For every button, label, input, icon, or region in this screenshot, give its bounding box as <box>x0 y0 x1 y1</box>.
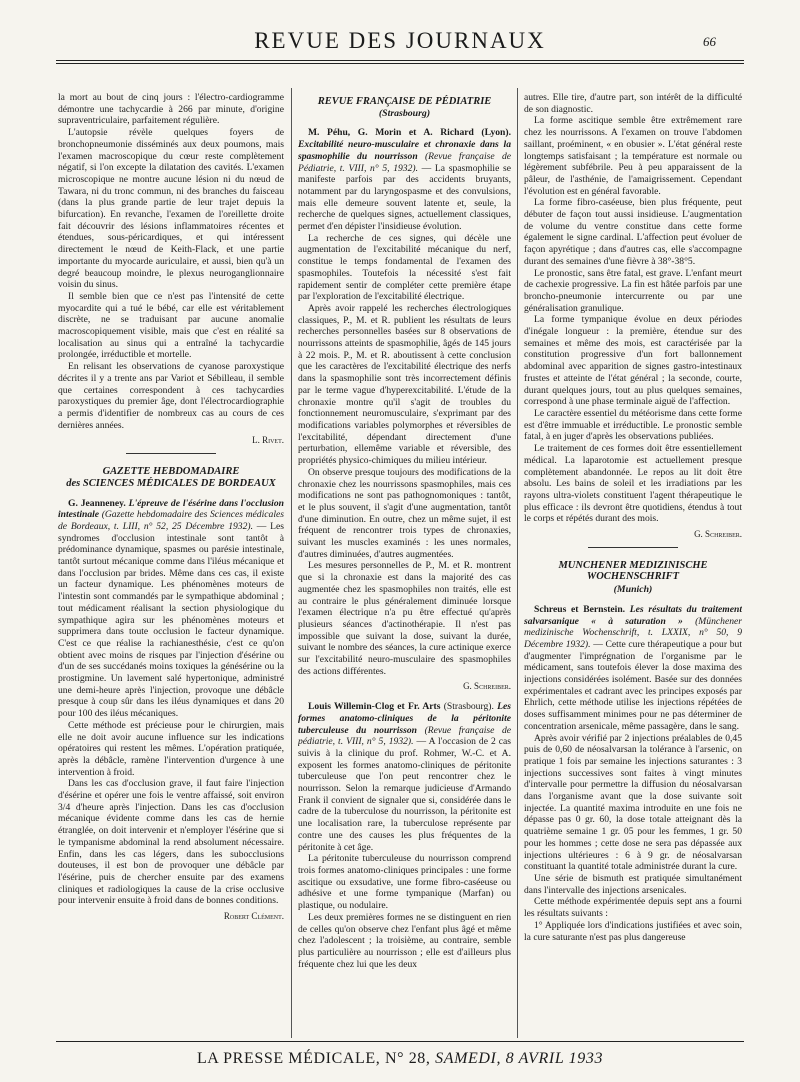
journal-location: (Strasbourg) <box>378 107 431 119</box>
header-rule <box>56 60 744 61</box>
author-signature: Robert Clément. <box>223 911 284 922</box>
paragraph: La forme tympanique évolue en deux périodes d'inégale longueur : la première, étendue sur des semaines et même des mois, est caractérisée par la constitution progressive d'un fort ballonnement abdominal avec apparition de signes gastro-intestinaux frustes et atteinte de l'état général ; la seconde, courte, durant quelques jours, tout au plus quelques semaines, correspond à une phase terminale aiguë de l'affection. <box>524 314 742 408</box>
article-entry <box>524 604 742 733</box>
journal-heading: MUNCHENER MEDIZINISCHE <box>558 559 708 571</box>
article-author: M. Péhu, G. Morin et A. Richard (Lyon). <box>308 127 511 139</box>
page-number: 66 <box>703 34 716 49</box>
paragraph: Cette méthode est précieuse pour le chirurgien, mais elle ne doit avoir aucune influence sur les indications opératoires qui restent les mêmes. L'opération pratiquée, après la débâcle, ramène l'intervention d'urgence à une intervention à froid. <box>58 719 284 778</box>
footer-date: SAMEDI, 8 AVRIL 1933 <box>435 1050 604 1067</box>
article-citation: (Revue française de Pédiatrie, t. VIII, n° 5, 1932). <box>298 150 511 174</box>
paragraph: Après avoir rappelé les recherches électrologiques classiques, P., M. et R. publient les résultats de leurs recherches personnelles basées sur 8 observations de nourrissons atteints de spasmophilie, âgés de 145 jours à 22 mois. P., M. et R. aboutissent à cette conclusion que les caractères de l'excitabilité électrique des nerfs dans la spasmophilie sont très incorrectement définis par le terme vague d'hyperexcitabilité. L'étude de la chronaxie montre qu'il s'agit de troubles du fonctionnement neuromusculaire, s'exprimant par des modifications variables polymorphes et réversibles de l'excitabilité, dépendant directement d'une perturbation, ellemême variable et réversible, des propriétés physico-chimiques du milieu intérieur. <box>298 302 511 467</box>
article-title: Les résultats du traitement salvarsanique « à saturation » <box>524 603 742 627</box>
journal-subheading: des SCIENCES MÉDICALES DE BORDEAUX <box>66 477 276 489</box>
paragraph: La recherche de ces signes, qui décèle une augmentation de l'excitabilité mécanique du nerf, constitue le temps fondamental de l'examen des spasmophiles. Toutefois la nécessité s'est fait rapidement sentir de compléter cette première étape par l'exploration de l'excitabilité électrique. <box>298 232 511 303</box>
journal-heading: GAZETTE HEBDOMADAIRE <box>102 466 240 478</box>
page-footer <box>0 1050 800 1068</box>
column-divider-right <box>517 88 518 1038</box>
paragraph: Le traitement de ces formes doit être essentiellement médical. La laparotomie est actuellement presque complètement abandonnée. Le repos au lit doit être absolu. Les bains de soleil et les irradiations par les rayons ultra-violets constituent l'agent thérapeutique le plus efficace : ils devront être quotidiens, étendus à tout le corps et répétés durant des mois. <box>524 443 742 525</box>
article-text: — Les syndromes d'occlusion intestinale sont tantôt à prédominance dynamique, spasmes ou parésie intestinale, tantôt surtout mécanique comme dans l'iléus mécanique et dans l'occlusion par brides. Même dans ces cas, il existe un facteur dynamique. Les phénomènes moteurs de l'intestin sont commandés par le sympathique abdominal ; tout médicament réalisant la section physiologique du sympathique agira sur les phénomènes moteurs et supprimera dans toute occlusion le facteur dynamique. C'est ce que réalise la rachianesthésie, c'est ce qu'on obtient avec moins de risques par l'injection d'ésérine ou d'un de ses succédanés moins toxiques la génésérine ou la prostigmine. Un lavement salé hypertonique, administré une demi-heure après l'injection, provoque une débâcle presque à coup sûr dans les iléus dynamiques et dans 20 pour 100 des iléus mécaniques. <box>58 520 284 720</box>
paragraph: Les deux premières formes ne se distinguent en rien de celles qu'on observe chez l'enfant plus âgé et même chez l'adolescent ; la troisième, au contraire, semble plus particulière au nourrisson ; elle est d'ailleurs plus fréquente chez lui que les deux <box>298 911 511 970</box>
author-signature: G. Schreiber. <box>463 681 511 692</box>
column-divider-left <box>291 88 292 1038</box>
article-text: — La spasmophilie se manifeste parfois par des accidents bruyants, notamment par du laryngospasme et des convulsions, mais elle demeure souvent latente et, seule, la recherche de quelques signes, actuellement classiques, permet d'en dépister l'insidieuse évolution. <box>298 162 511 233</box>
article-author: G. Jeanneney. <box>68 497 126 509</box>
article-entry <box>298 127 511 232</box>
article-location: (Strasbourg). <box>443 701 494 713</box>
author-signature: L. Rivet. <box>252 435 284 446</box>
paragraph: La forme ascitique semble être extrêmement rare chez les nourrissons. A l'examen on trouve l'abdomen saillant, proéminent, « en obusier ». L'état général reste longtemps satisfaisant ; la température est normale ou légèrement subfébrile. Peu à peu apparaissent de la pâleur, de l'asthénie, de l'amaigrissement. Cependant l'évolution est en général favorable. <box>524 115 742 197</box>
paragraph: L'autopsie révèle quelques foyers de bronchopneumonie disséminés aux deux poumons, mais l'examen macroscopique du cœur reste complètement négatif, si l'on excepte la dilatation des cavités. L'examen microscopique ne montre aucune lésion ni du nœud de Tawara, ni du tronc commun, ni des branches du faisceau (dans la plus grande partie de leur trajet depuis la bifurcation). En revanche, l'examen de l'oreillette droite fait découvrir des lésions inflammatoires récentes et étendues, sous-péricardiques, et qui intéressent directement le nœud de Keith-Flack, et une partie importante du myocarde auriculaire, et aussi, bien qu'à un degré beaucoup moindre, le plexus neuroganglionnaire voisin du sinus. <box>58 127 284 291</box>
column-2 <box>298 92 511 1038</box>
column-3 <box>524 92 742 1038</box>
paragraph: Dans les cas d'occlusion grave, il faut faire l'injection d'ésérine et opérer une fois le ventre affaissé, soit environ 3/4 d'heure après l'injection. Dans les cas d'occlusion mécanique évidente comme dans les cas de hernie étranglée, on doit intervenir et n'employer l'ésérine que si le tympanisme abdominal la rend absolument nécessaire. Enfin, dans les cas légers, dans les subocclusions douteuses, il est bon de provoquer une débâcle par l'ésérine, puis de chercher ensuite par des examens cliniques et radiologiques la cause de la crise occlusive pour intervenir ensuite à froid dans de bonnes conditions. <box>58 778 284 907</box>
article-text: — Cette cure thérapeutique a pour but d'augmenter l'imprégnation de l'organisme par le médicament, sans toutefois élever la dose maxima des injections considérées isolément. Basée sur des données expérimentales et cadrant avec les principes exposés par Ehrlich, cette méthode utilise les injections répétées de doses suffisamment minimes pour ne pas déterminer de concentration arsenicale, même passagère, dans le sang. <box>524 638 742 732</box>
paragraph: autres. Elle tire, d'autre part, son intérêt de la difficulté de son diagnostic. <box>524 92 742 115</box>
paragraph: On observe presque toujours des modifications de la chronaxie chez les nourrissons spasmophiles, mais ces modifications ne sont pas pathognomoniques : tantôt, et le plus souvent, il s'agit d'une augmentation, tantôt d'une diminution. En outre, chez un même sujet, il est fréquent de rencontrer trois types de chronaxies, suivant les muscles examinés : les unes normales, d'autres diminuées, d'autres augmentées. <box>298 466 511 560</box>
article-text: — A l'occasion de 2 cas suivis à la clinique du prof. Rohmer, W.-C. et A. exposent les formes anatomo-cliniques de péritonite tuberculeuse que l'on peut rencontrer chez le nourrisson. Selon la remarque judicieuse d'Armando Frank il convient de signaler que si, considérée dans le cadre de la tuberculose du nourrisson, la péritonite est une localisation rare, la tuberculose représente par contre une des causes les plus fréquentes de la péritonite à cet âge. <box>298 736 511 853</box>
footer-publication: LA PRESSE MÉDICALE, N° 28, <box>196 1050 431 1067</box>
section-divider <box>126 453 216 454</box>
paragraph: Après avoir vérifié par 2 injections préalables de 0,45 puis de 0,60 de néosalvarsan la tolérance à l'arsenic, on pratique 1 fois par semaine les injections saturantes : 3 injections successives sont faites à vingt minutes d'intervalle pour permettre la diffusion du néosalvarsan dans l'organisme avant que la dose suivante soit injectée. La quantité maxima introduite en une fois ne dépasse pas 0 gr. 60, la dose totale atteignant dès la quatrième semaine 1 gr. 05 pour les femmes, 1 gr. 50 pour les hommes ; cette dose ne sera pas dépassée aux injections ultérieures : 6 à 9 gr. de néosalvarsan constituant la quantité totale administrée durant la cure. <box>524 732 742 873</box>
journal-location: (Munich) <box>613 584 653 596</box>
paragraph: En relisant les observations de cyanose paroxystique décrites il y a trente ans par Variot et Sébilleau, il semble que certaines correspondent à ces tachycardies paroxystiques du premier âge, dont l'électrocardiographie a permis d'identifier de nombreux cas au cours de ces dernières années. <box>58 361 284 431</box>
paragraph: Le caractère essentiel du météorisme dans cette forme est d'être immuable et irréductible. Le pronostic semble fatal, à en juger d'après les observations publiées. <box>524 407 742 443</box>
column-1 <box>58 92 284 1038</box>
article-title: Excitabilité neuro-musculaire et chronaxie dans la spasmophilie du nourrisson <box>298 139 511 162</box>
article-citation: (Münchener medizinische Wochenschrift, t. LXXIX, n° 50, 9 Décembre 1932). <box>524 615 742 650</box>
paragraph: La forme fibro-caséeuse, bien plus fréquente, peut débuter de façon tout aussi insidieuse. L'augmentation de volume du ventre constitue dans cette forme également le signe cardinal. L'affection peut évoluer de façon apyrétique ; dans d'autres cas, elle s'accompagne durant des semaines d'une fièvre à 38°-38°5. <box>524 197 742 267</box>
paragraph: Les mesures personnelles de P., M. et R. montrent que si la chronaxie est dans la majorité des cas augmentée chez les spasmophiles non traités, elle est au contraire le plus généralement diminuée lorsque l'examen électrique n'a pu être effectué qu'après plusieurs séances d'actinothérapie. Il n'est pas impossible que suivant la dose, suivant la durée, suivant le nombre des séances, la cure actinique exerce sur l'excitabilité neuro-musculaire des spasmophiles des actions différentes. <box>298 560 511 677</box>
author-signature: G. Schreiber. <box>694 529 742 540</box>
paragraph: Il semble bien que ce n'est pas l'intensité de cette myocardite qui a tué le bébé, car elle est véritablement discrète, ne se traduisant par aucune anomalie macroscopiquement visible, mais que c'est en réalité sa localisation au sinus qui a entraîné la tachycardie prolongée, irréductible et mortelle. <box>58 290 284 361</box>
journal-subheading: WOCHENSCHRIFT <box>586 571 680 583</box>
article-author: Schreus et Bernstein. <box>534 603 626 615</box>
paragraph: la mort au bout de cinq jours : l'électro-cardiogramme démontre une tachycardie à 266 par minute, d'origine supraventriculaire, parfaitement régulière. <box>58 92 284 127</box>
article-title: Les formes anatomo-cliniques de la péritonite tuberculeuse du nourrisson <box>298 701 511 736</box>
paragraph: Une série de bismuth est pratiquée simultanément dans l'intervalle des injections arsenicales. <box>524 873 742 896</box>
header-rule-thin <box>56 63 744 64</box>
article-entry <box>58 498 284 720</box>
paragraph: Cette méthode expérimentée depuis sept ans a fourni les résultats suivants : <box>524 896 742 920</box>
paragraph: La péritonite tuberculeuse du nourrisson comprend trois formes anatomo-cliniques principales : une forme ascitique ou exsudative, une forme fibro-caséeuse ou adhésive et une forme tympanique (Marfan) ou plastique, ou nodulaire. <box>298 853 511 912</box>
article-entry <box>298 701 511 853</box>
paragraph: Le pronostic, sans être fatal, est grave. L'enfant meurt de cachexie progressive. La fin est hâtée parfois par une broncho-pneumonie intercurrente ou par une généralisation granulique. <box>524 267 742 314</box>
paragraph: 1° Appliquée lors d'indications justifiées et avec soin, la cure saturante n'est pas plus dangereuse <box>524 919 742 943</box>
article-title: L'épreuve de l'ésérine dans l'occlusion intestinale <box>58 497 284 521</box>
article-author: Louis Willemin-Clog et Fr. Arts <box>308 701 441 713</box>
article-citation: (Gazette hebdomadaire des Sciences médicales de Bordeaux, t. LIII, n° 52, 25 Décembre 1932). <box>58 509 284 532</box>
section-divider <box>588 547 678 548</box>
page-header-title: REVUE DES JOURNAUX <box>254 28 546 53</box>
footer-rule <box>56 1041 744 1042</box>
article-citation: (Revue française de pédiatrie, t. VIII, n° 5, 1932). <box>298 724 511 748</box>
journal-heading: REVUE FRANÇAISE DE PÉDIATRIE <box>317 96 492 107</box>
